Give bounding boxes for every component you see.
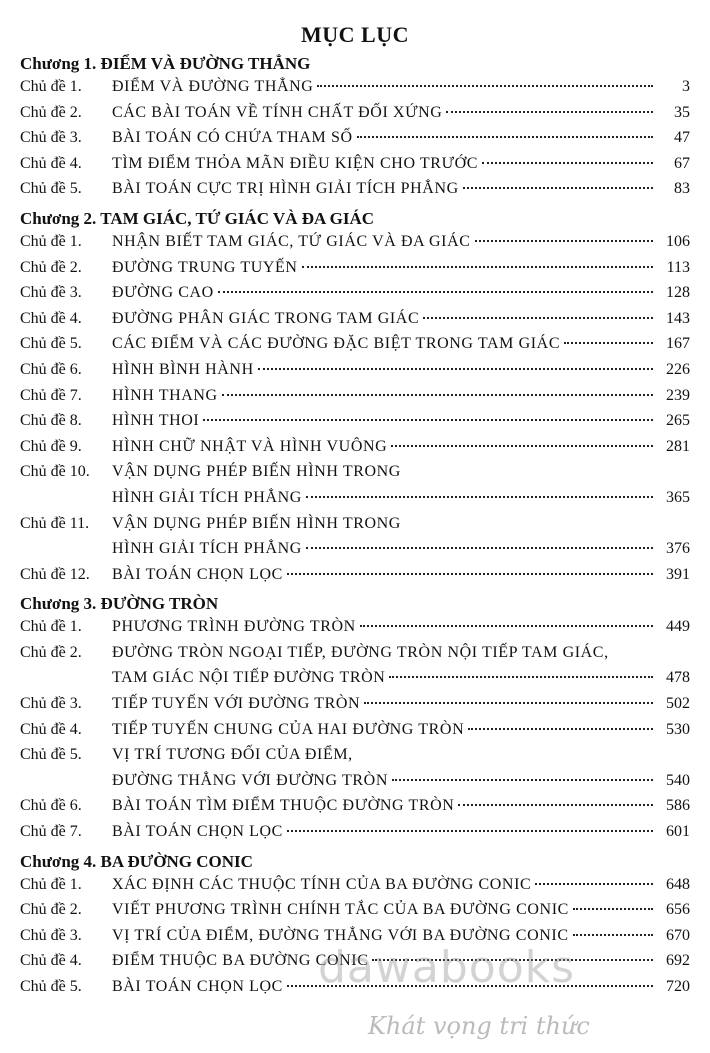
table-of-contents [0,54,710,1007]
toc-entry [0,640,710,666]
entry-label: Chủ đề 2. [20,258,82,276]
dot-leader [475,240,653,242]
dot-leader [482,162,653,164]
entry-title-continued: HÌNH GIẢI TÍCH PHẲNG [112,488,302,506]
dot-leader [218,291,653,293]
page-number: 720 [666,978,690,995]
entry-title: CÁC BÀI TOÁN VỀ TÍNH CHẤT ĐỐI XỨNG [112,103,443,121]
entry-label: Chủ đề 2. [20,103,82,121]
toc-entry [0,255,710,281]
entry-title: BÀI TOÁN CHỌN LỌC [112,978,283,995]
entry-title: ĐƯỜNG PHÂN GIÁC TRONG TAM GIÁC [112,309,420,327]
entry-title-continued: ĐƯỜNG THẲNG VỚI ĐƯỜNG TRÒN [112,771,388,789]
entry-label: Chủ đề 5. [20,180,82,198]
page-number: 106 [666,232,690,250]
entry-title: ĐƯỜNG CAO [112,284,214,302]
entry-title: NHẬN BIẾT TAM GIÁC, TỨ GIÁC VÀ ĐA GIÁC [112,232,471,250]
toc-entry [0,280,710,306]
entry-label: Chủ đề 11. [20,514,90,532]
chapter-title: Chương 2. TAM GIÁC, TỨ GIÁC VÀ ĐA GIÁC [20,208,374,228]
dot-leader [392,779,653,781]
dot-leader [306,547,653,549]
toc-entry [0,511,710,537]
entry-label: Chủ đề 6. [20,360,82,378]
page-number: 47 [674,129,690,147]
page-number: 449 [666,618,690,636]
entry-label: Chủ đề 10. [20,463,90,481]
dot-leader [360,625,653,627]
toc-entry [0,872,710,898]
page-number: 239 [666,386,690,404]
entry-title: VẬN DỤNG PHÉP BIẾN HÌNH TRONG [112,514,401,532]
page-number: 128 [666,284,690,302]
dot-leader [302,266,653,268]
entry-label: Chủ đề 8. [20,412,82,430]
page-number: 35 [674,103,690,121]
page-number: 502 [666,695,690,713]
dot-leader [364,702,653,704]
page-number: 167 [666,335,690,353]
entry-title: ĐƯỜNG TRÒN NGOẠI TIẾP, ĐƯỜNG TRÒN NỘI TIẾP TAM GIÁC, [112,643,609,661]
toc-entry [0,125,710,151]
entry-title: TIẾP TUYẾN CHUNG CỦA HAI ĐƯỜNG TRÒN [112,720,465,738]
page-number: 648 [666,875,690,893]
page-number: 265 [666,412,690,430]
toc-entry [0,383,710,409]
toc-entry [0,74,710,100]
page-number: 540 [666,771,690,789]
toc-entry [0,691,710,717]
toc-entry [0,100,710,126]
entry-label: Chủ đề 7. [20,386,82,404]
entry-label: Chủ đề 1. [20,78,82,95]
entry-title: HÌNH CHỮ NHẬT VÀ HÌNH VUÔNG [112,437,388,455]
dot-leader [535,883,653,885]
entry-title: BÀI TOÁN CỰC TRỊ HÌNH GIẢI TÍCH PHẲNG [112,180,459,198]
page-number: 226 [666,360,690,378]
entry-label: Chủ đề 12. [20,565,90,583]
dot-leader [287,830,653,832]
entry-title: PHƯƠNG TRÌNH ĐƯỜNG TRÒN [112,618,356,636]
page-number: 83 [674,180,690,198]
dot-leader [446,111,653,113]
entry-title-continued: HÌNH GIẢI TÍCH PHẲNG [112,540,302,558]
toc-entry [0,408,710,434]
toc-entry-continuation [0,768,710,794]
page-number: 365 [666,488,690,506]
toc-entry [0,229,710,255]
page-number: 601 [666,823,690,841]
entry-label: Chủ đề 4. [20,952,82,970]
dot-leader [391,445,653,447]
page-number: 3 [682,78,690,95]
page-number: 692 [666,952,690,970]
entry-title: ĐIỂM THUỘC BA ĐƯỜNG CONIC [112,952,369,970]
entry-label: Chủ đề 5. [20,335,82,353]
page-number: 281 [666,437,690,455]
entry-title: TIẾP TUYẾN VỚI ĐƯỜNG TRÒN [112,695,361,713]
toc-entry [0,306,710,332]
toc-entry [0,562,710,588]
chapter-title: Chương 1. ĐIỂM VÀ ĐƯỜNG THẲNG [20,54,311,73]
entry-label: Chủ đề 6. [20,797,82,815]
toc-entry [0,793,710,819]
page-number: 67 [674,154,690,172]
toc-entry-continuation [0,536,710,562]
dot-leader [222,394,653,396]
entry-title: HÌNH BÌNH HÀNH [112,360,254,378]
toc-entry [0,717,710,743]
page-number: 478 [666,669,690,687]
entry-label: Chủ đề 4. [20,309,82,327]
toc-entry [0,357,710,383]
chapter-section [0,54,710,202]
toc-entry [0,459,710,485]
entry-title: BÀI TOÁN TÌM ĐIỂM THUỘC ĐƯỜNG TRÒN [112,797,455,815]
entry-label: Chủ đề 3. [20,129,82,147]
dot-leader [203,419,653,421]
toc-entry-continuation [0,665,710,691]
toc-entry [0,819,710,845]
entry-title: VỊ TRÍ TƯƠNG ĐỐI CỦA ĐIỂM, [112,746,353,764]
entry-label: Chủ đề 4. [20,720,82,738]
entry-title: VỊ TRÍ CỦA ĐIỂM, ĐƯỜNG THẲNG VỚI BA ĐƯỜNG CONIC [112,926,569,944]
toc-entry [0,151,710,177]
entry-title: VẬN DỤNG PHÉP BIẾN HÌNH TRONG [112,463,401,481]
page-title: MỤC LỤC [301,22,409,47]
entry-title: CÁC ĐIỂM VÀ CÁC ĐƯỜNG ĐẶC BIỆT TRONG TAM GIÁC [112,335,561,353]
entry-label: Chủ đề 4. [20,154,82,172]
entry-label: Chủ đề 5. [20,978,82,995]
page-number: 586 [666,797,690,815]
entry-title-continued: TAM GIÁC NỘI TIẾP ĐƯỜNG TRÒN [112,669,386,687]
chapter-title: Chương 3. ĐƯỜNG TRÒN [20,594,219,614]
page-number: 656 [666,901,690,919]
dot-leader [357,136,653,138]
entry-title: HÌNH THOI [112,412,200,430]
dot-leader [458,804,653,806]
page-number: 670 [666,926,690,944]
dot-leader [463,187,653,189]
entry-label: Chủ đề 2. [20,901,82,919]
page-number: 113 [666,258,690,276]
toc-entry [0,742,710,768]
dot-leader [564,342,653,344]
toc-entry [0,897,710,923]
toc-entry [0,434,710,460]
chapter-section [0,209,710,587]
entry-label: Chủ đề 3. [20,284,82,302]
entry-label: Chủ đề 9. [20,437,82,455]
entry-title: HÌNH THANG [112,386,218,404]
entry-title: BÀI TOÁN CHỌN LỌC [112,823,283,841]
page-number: 376 [666,540,690,558]
page-number: 143 [666,309,690,327]
watermark-brand: dawabooks [318,942,576,993]
entry-title: ĐƯỜNG TRUNG TUYẾN [112,258,298,276]
dot-leader [258,368,653,370]
entry-title: BÀI TOÁN CHỌN LỌC [112,565,283,583]
page-number: 391 [666,565,690,583]
dot-leader [423,317,653,319]
entry-title: XÁC ĐỊNH CÁC THUỘC TÍNH CỦA BA ĐƯỜNG CONIC [112,875,532,893]
dot-leader [287,573,653,575]
entry-label: Chủ đề 7. [20,823,82,841]
entry-title: VIẾT PHƯƠNG TRÌNH CHÍNH TẮC CỦA BA ĐƯỜNG CONIC [112,901,569,919]
toc-entry [0,331,710,357]
entry-label: Chủ đề 1. [20,875,82,893]
entry-label: Chủ đề 1. [20,232,82,250]
watermark-tagline: Khát vọng tri thức [368,1012,590,1040]
entry-label: Chủ đề 1. [20,618,82,636]
dot-leader [306,496,653,498]
entry-label: Chủ đề 3. [20,926,82,944]
toc-entry [0,176,710,202]
entry-title: BÀI TOÁN CÓ CHỨA THAM SỐ [112,129,353,147]
dot-leader [573,908,653,910]
page-number: 530 [666,720,690,738]
chapter-section [0,594,710,844]
dot-leader [573,934,653,936]
dot-leader [317,85,653,87]
entry-title: ĐIỂM VÀ ĐƯỜNG THẲNG [112,78,314,95]
entry-title: TÌM ĐIỂM THỎA MÃN ĐIỀU KIỆN CHO TRƯỚC [112,154,479,172]
entry-label: Chủ đề 5. [20,746,82,764]
entry-label: Chủ đề 3. [20,695,82,713]
toc-entry [0,614,710,640]
toc-entry-continuation [0,485,710,511]
chapter-title: Chương 4. BA ĐƯỜNG CONIC [20,851,253,871]
dot-leader [468,728,653,730]
entry-label: Chủ đề 2. [20,643,82,661]
dot-leader [389,676,653,678]
